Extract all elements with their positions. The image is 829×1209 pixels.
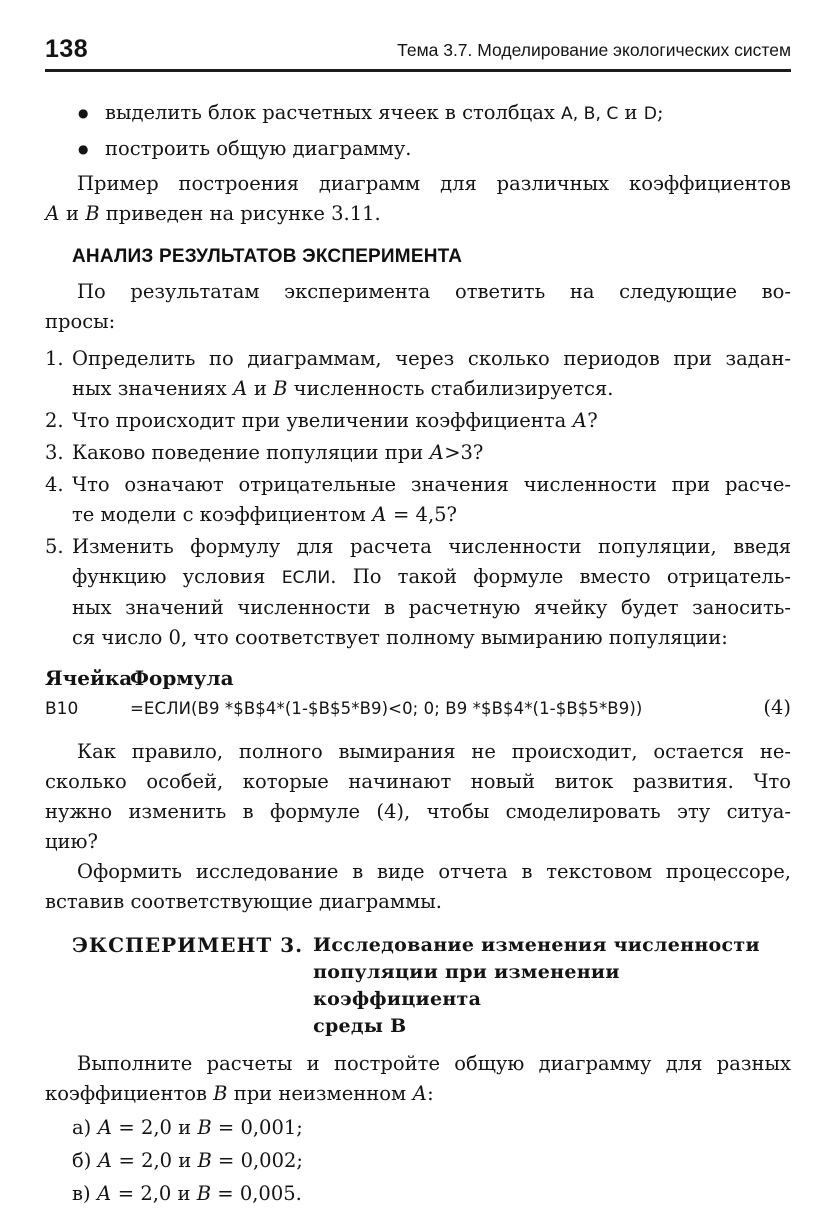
text-segment: выделить блок расчетных ячеек в столбцах bbox=[105, 100, 562, 124]
question-item bbox=[45, 344, 791, 404]
text-segment: просы: bbox=[45, 309, 116, 333]
text-segment: коэффициентов bbox=[45, 1081, 214, 1105]
sans-term: ЕСЛИ bbox=[281, 567, 331, 588]
text-line bbox=[72, 1113, 791, 1143]
text-line bbox=[72, 406, 791, 436]
question-number: 1. bbox=[45, 346, 64, 370]
text-segment: = 0,005. bbox=[211, 1181, 302, 1205]
text-segment: Изменить формулу для расчета численности популяции, введя bbox=[72, 534, 791, 558]
text-segment: . По такой формуле вместо отрицатель- bbox=[330, 564, 791, 588]
bullet-icon: ● bbox=[78, 141, 89, 156]
question-number: 4. bbox=[45, 472, 64, 496]
formula-text: =ЕСЛИ(B9 *$B$4*(1-$B$5*B9)<0; 0; B9 *$B$4*(1-$B$5*B9)) bbox=[130, 698, 643, 718]
text-line bbox=[45, 307, 791, 337]
text-segment: а) bbox=[72, 1115, 98, 1139]
question-list bbox=[45, 344, 791, 653]
text-segment: цию? bbox=[45, 829, 98, 853]
option-item bbox=[45, 1113, 791, 1143]
math-variable: В bbox=[196, 1181, 212, 1205]
text-line bbox=[45, 827, 791, 857]
math-variable: В bbox=[85, 201, 100, 225]
option-item bbox=[45, 1179, 791, 1209]
text-segment: при неизменном bbox=[227, 1081, 413, 1105]
bullet-text bbox=[105, 98, 791, 129]
formula-table-header-row bbox=[45, 664, 791, 693]
text-segment: = 0,001; bbox=[211, 1115, 303, 1139]
outro-paragraph-2 bbox=[45, 857, 791, 917]
text-segment: ных значений численности в расчетную ячейку будет заносить- bbox=[72, 595, 791, 619]
question-item bbox=[45, 438, 791, 468]
text-segment: приведен на рисунке 3.11. bbox=[99, 201, 381, 225]
header-rule bbox=[45, 69, 791, 72]
text-line bbox=[72, 593, 791, 623]
experiment-heading bbox=[45, 932, 791, 1040]
text-line bbox=[72, 623, 791, 653]
math-variable: А bbox=[412, 1081, 428, 1105]
text-segment: = 2,0 и bbox=[112, 1148, 198, 1172]
text-segment: в) bbox=[72, 1181, 97, 1205]
text-segment: функцию условия bbox=[72, 564, 282, 588]
math-variable: А bbox=[372, 502, 387, 526]
text-line bbox=[45, 169, 791, 199]
text-segment: Каково поведение популяции при bbox=[72, 440, 430, 464]
text-segment: = 2,0 и bbox=[112, 1115, 198, 1139]
experiment-title-line: Исследование изменения численности bbox=[313, 933, 760, 956]
text-line bbox=[45, 1049, 791, 1079]
page-number: 138 bbox=[45, 35, 89, 63]
text-line bbox=[45, 887, 791, 917]
math-variable: А bbox=[572, 408, 588, 432]
text-segment: сколько особей, которые начинают новый виток развития. Что bbox=[45, 769, 791, 793]
text-segment: Что происходит при увеличении коэффициента bbox=[72, 408, 573, 432]
text-line bbox=[72, 500, 791, 530]
text-segment: Как правило, полного вымирания не происходит, остается не- bbox=[77, 739, 791, 763]
text-segment: ? bbox=[587, 408, 598, 432]
question-item bbox=[45, 406, 791, 436]
text-segment: вставив соответствующие диаграммы. bbox=[45, 889, 442, 913]
formula-table bbox=[45, 664, 791, 724]
intro-paragraph bbox=[45, 169, 791, 229]
column-header-cell: Ячейка bbox=[45, 665, 133, 690]
text-line bbox=[45, 277, 791, 307]
math-variable: В bbox=[197, 1148, 212, 1172]
question-text bbox=[72, 438, 791, 468]
math-variable: А bbox=[97, 1148, 113, 1172]
experiment-label: ЭКСПЕРИМЕНТ 3. bbox=[72, 932, 304, 957]
math-variable: А bbox=[96, 1181, 112, 1205]
text-line bbox=[72, 1146, 791, 1176]
question-text bbox=[72, 470, 791, 530]
text-segment: ся число 0, что соответствует полному вымиранию популяции: bbox=[72, 625, 728, 649]
bullet-icon: ● bbox=[78, 105, 89, 120]
text-line bbox=[72, 470, 791, 500]
bullet-item bbox=[45, 134, 791, 164]
equation-number: (4) bbox=[763, 695, 791, 719]
text-line bbox=[45, 1079, 791, 1109]
text-segment: построить общую диаграмму. bbox=[105, 136, 412, 160]
text-segment: = 2,0 и bbox=[111, 1181, 197, 1205]
text-segment: и bbox=[618, 100, 644, 124]
sans-term: D bbox=[643, 103, 657, 124]
math-variable: А bbox=[429, 440, 445, 464]
section-heading: АНАЛИЗ РЕЗУЛЬТАТОВ ЭКСПЕРИМЕНТА bbox=[72, 245, 463, 267]
text-line bbox=[45, 199, 791, 229]
question-item bbox=[45, 532, 791, 653]
math-variable: В bbox=[273, 376, 288, 400]
question-text bbox=[72, 344, 791, 404]
bullet-text bbox=[105, 134, 791, 164]
text-segment: б) bbox=[72, 1148, 98, 1172]
text-segment: ных значениях bbox=[72, 376, 233, 400]
math-variable: В bbox=[197, 1115, 212, 1139]
text-segment: Пример построения диаграмм для различных коэффициентов bbox=[77, 171, 791, 195]
text-segment: те модели с коэффициентом bbox=[72, 502, 373, 526]
text-segment: и bbox=[247, 376, 274, 400]
column-header-formula: Формула bbox=[130, 665, 234, 690]
experiment-title bbox=[313, 932, 791, 1040]
text-line bbox=[45, 857, 791, 887]
question-number: 2. bbox=[45, 408, 64, 432]
text-segment: численность стабилизируется. bbox=[287, 376, 614, 400]
text-line bbox=[72, 562, 791, 593]
formula-cell bbox=[130, 693, 791, 723]
cell-reference: B10 bbox=[45, 698, 79, 719]
text-line bbox=[45, 797, 791, 827]
text-segment: : bbox=[427, 1081, 434, 1105]
bullet-list bbox=[45, 98, 791, 164]
sans-term: A, B, C bbox=[561, 103, 619, 124]
question-item bbox=[45, 470, 791, 530]
text-segment: ; bbox=[656, 100, 664, 124]
text-line bbox=[72, 532, 791, 562]
text-segment: Выполните расчеты и постройте общую диаграмму для разных bbox=[77, 1051, 791, 1075]
math-variable: В bbox=[213, 1081, 228, 1105]
text-line bbox=[72, 344, 791, 374]
question-number: 3. bbox=[45, 440, 64, 464]
text-segment: Определить по диаграммам, через сколько периодов при задан- bbox=[72, 346, 791, 370]
text-line bbox=[105, 98, 791, 129]
text-line bbox=[45, 767, 791, 797]
page-header bbox=[45, 36, 791, 62]
math-variable: А bbox=[97, 1115, 113, 1139]
text-line bbox=[72, 438, 791, 468]
question-text bbox=[72, 406, 791, 436]
final-lead-paragraph bbox=[45, 1049, 791, 1109]
experiment-title-line: среды В bbox=[313, 1014, 407, 1037]
experiment-title-line: популяции при изменении коэффициента bbox=[313, 960, 620, 1010]
question-text bbox=[72, 532, 791, 653]
text-segment: Оформить исследование в виде отчета в текстовом процессоре, bbox=[77, 859, 791, 883]
options-list bbox=[45, 1113, 791, 1209]
outro-paragraph-1 bbox=[45, 737, 791, 857]
text-segment: >3? bbox=[444, 440, 484, 464]
math-variable: А bbox=[45, 201, 60, 225]
bullet-item bbox=[45, 98, 791, 129]
text-line bbox=[105, 134, 791, 164]
lead-paragraph bbox=[45, 277, 791, 337]
text-segment: и bbox=[59, 201, 86, 225]
text-segment: По результатам эксперимента ответить на следующие во- bbox=[77, 279, 791, 303]
text-line bbox=[72, 374, 791, 404]
option-item bbox=[45, 1146, 791, 1176]
text-segment: = 4,5? bbox=[386, 502, 458, 526]
text-segment: Что означают отрицательные значения численности при расче- bbox=[72, 472, 791, 496]
text-segment: нужно изменить в формуле (4), чтобы смоделировать эту ситуа- bbox=[45, 799, 791, 823]
chapter-title: Тема 3.7. Моделирование экологических систем bbox=[397, 40, 791, 60]
formula-table-row bbox=[45, 693, 791, 724]
question-number: 5. bbox=[45, 534, 64, 558]
text-line bbox=[72, 1179, 791, 1209]
text-line bbox=[45, 737, 791, 767]
math-variable: А bbox=[232, 376, 248, 400]
text-segment: = 0,002; bbox=[211, 1148, 303, 1172]
